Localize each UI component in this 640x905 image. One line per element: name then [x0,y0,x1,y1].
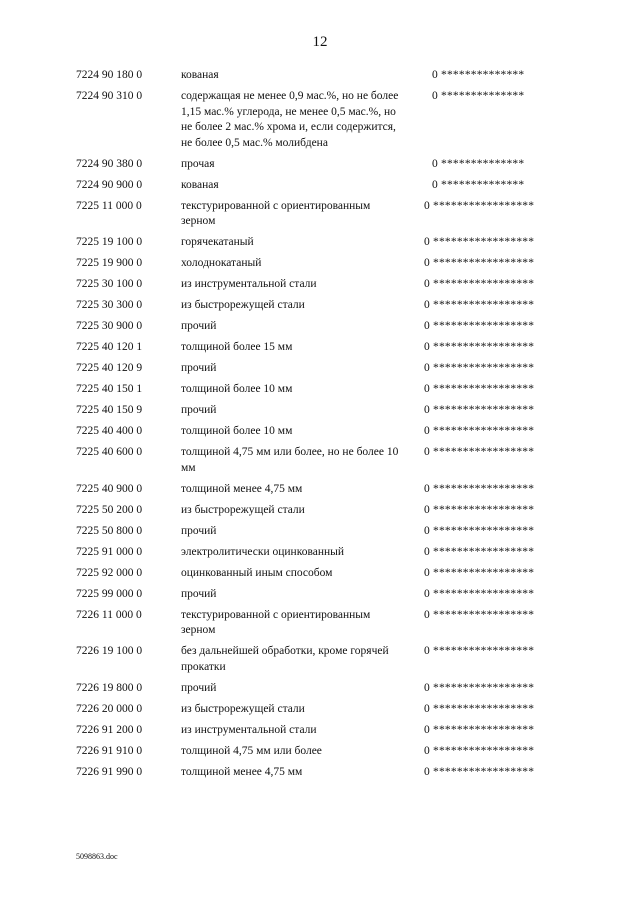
tariff-code: 7226 20 000 0 [76,702,143,715]
tariff-row [0,482,640,498]
goods-description: кованая [181,69,219,81]
tariff-row [0,503,640,519]
tariff-row [0,319,640,335]
goods-description: холоднокатаный [181,257,262,269]
tariff-code: 7225 40 150 1 [76,383,143,395]
duty-rate: 0 ***************** [424,702,535,715]
duty-rate: 0 ***************** [424,566,535,579]
tariff-code: 7225 40 900 0 [76,482,143,495]
goods-description: толщиной 4,75 мм или более, но не более 10 мм [181,446,399,474]
duty-rate: 0 ************** [432,178,525,191]
duty-rate: 0 ***************** [424,482,535,495]
tariff-code: 7225 91 000 0 [76,545,143,558]
goods-description: горячекатаный [181,236,254,248]
tariff-row [0,178,640,194]
duty-rate: 0 ***************** [424,744,535,757]
goods-description: толщиной более 10 мм [181,383,293,395]
goods-description: текстурированной с ориентированным зерном [181,199,371,227]
duty-rate: 0 ***************** [424,383,535,395]
duty-rate: 0 ***************** [424,645,535,657]
tariff-code: 7226 91 990 0 [76,765,143,778]
duty-rate: 0 ************** [432,157,525,170]
duty-rate: 0 ***************** [424,278,535,290]
goods-description: толщиной менее 4,75 мм [181,482,303,495]
goods-description: кованая [181,178,219,191]
tariff-code: 7226 11 000 0 [76,608,142,621]
tariff-code: 7225 99 000 0 [76,587,143,600]
duty-rate: 0 ***************** [424,236,535,248]
tariff-code: 7225 19 900 0 [76,257,143,269]
tariff-code: 7224 90 380 0 [76,157,143,170]
goods-description: из быстрорежущей стали [181,702,305,715]
tariff-row [0,277,640,293]
goods-description: прочий [181,362,217,374]
goods-description: оцинкованный иным способом [181,566,333,579]
duty-rate: 0 ***************** [424,199,535,212]
tariff-row [0,702,640,718]
goods-description: из инструментальной стали [181,278,317,290]
tariff-code: 7225 30 900 0 [76,320,143,332]
tariff-row [0,256,640,272]
duty-rate: 0 ***************** [424,723,535,736]
duty-rate: 0 ***************** [424,681,535,694]
goods-description: толщиной более 10 мм [181,425,293,437]
tariff-row [0,68,640,84]
tariff-row [0,89,640,151]
tariff-row [0,566,640,582]
tariff-row [0,340,640,356]
duty-rate: 0 ***************** [424,765,535,778]
tariff-code: 7225 92 000 0 [76,566,143,579]
tariff-row [0,587,640,603]
tariff-code: 7226 19 800 0 [76,681,143,694]
goods-description: прочая [181,157,215,170]
tariff-code: 7226 19 100 0 [76,645,143,657]
tariff-row [0,403,640,419]
tariff-list [0,68,640,786]
tariff-row [0,524,640,540]
duty-rate: 0 ***************** [424,341,535,353]
duty-rate: 0 ***************** [424,608,535,621]
tariff-row [0,545,640,561]
tariff-code: 7225 30 300 0 [76,299,143,311]
tariff-code: 7225 40 120 1 [76,341,143,353]
duty-rate: 0 ***************** [424,524,535,537]
tariff-row [0,157,640,173]
duty-rate: 0 ************** [432,69,525,81]
goods-description: без дальнейшей обработки, кроме горячей прокатки [181,645,389,673]
tariff-code: 7225 50 800 0 [76,524,143,537]
tariff-row [0,361,640,377]
tariff-code: 7225 19 100 0 [76,236,143,248]
tariff-code: 7225 40 600 0 [76,446,143,458]
tariff-row [0,723,640,739]
tariff-code: 7226 91 910 0 [76,744,143,757]
tariff-row [0,644,640,675]
tariff-code: 7225 40 120 9 [76,362,143,374]
goods-description: электролитически оцинкованный [181,545,345,558]
goods-description: содержащая не менее 0,9 мас.%, но не более 1,15 мас.% углерода, не менее 0,5 мас.%, но не более 2 мас.% хрома и, если содержится, не более 0,5 мас.% молибдена [181,90,399,149]
tariff-row [0,298,640,314]
goods-description: прочий [181,587,217,600]
duty-rate: 0 ***************** [424,446,535,458]
goods-description: из быстрорежущей стали [181,299,305,311]
tariff-row [0,608,640,639]
tariff-row [0,681,640,697]
tariff-code: 7224 90 310 0 [76,90,143,102]
duty-rate: 0 ***************** [424,587,535,600]
goods-description: прочий [181,320,217,332]
tariff-code: 7225 50 200 0 [76,503,143,516]
goods-description: прочий [181,681,217,694]
duty-rate: 0 ***************** [424,257,535,269]
duty-rate: 0 ***************** [424,299,535,311]
goods-description: толщиной 4,75 мм или более [181,744,322,757]
tariff-code: 7225 30 100 0 [76,278,143,290]
tariff-row [0,424,640,440]
page-number: 12 [312,34,328,50]
tariff-row [0,235,640,251]
tariff-row [0,199,640,230]
goods-description: толщиной более 15 мм [181,341,293,353]
tariff-code: 7225 40 400 0 [76,425,143,437]
duty-rate: 0 ***************** [424,425,535,437]
goods-description: прочий [181,404,217,416]
duty-rate: 0 ***************** [424,320,535,332]
tariff-row [0,744,640,760]
duty-rate: 0 ***************** [424,404,535,416]
duty-rate: 0 ************** [432,90,525,102]
tariff-row [0,382,640,398]
goods-description: прочий [181,524,217,537]
duty-rate: 0 ***************** [424,362,535,374]
goods-description: из быстрорежущей стали [181,503,305,516]
tariff-code: 7226 91 200 0 [76,723,143,736]
tariff-row [0,445,640,476]
document-filename: 5098863.doc [76,852,118,861]
tariff-code: 7224 90 900 0 [76,178,143,191]
duty-rate: 0 ***************** [424,503,535,516]
goods-description: толщиной менее 4,75 мм [181,765,303,778]
tariff-code: 7225 11 000 0 [76,199,142,212]
tariff-code: 7225 40 150 9 [76,404,143,416]
duty-rate: 0 ***************** [424,545,535,558]
goods-description: текстурированной с ориентированным зерном [181,608,371,636]
tariff-code: 7224 90 180 0 [76,69,143,81]
goods-description: из инструментальной стали [181,723,317,736]
tariff-row [0,765,640,781]
